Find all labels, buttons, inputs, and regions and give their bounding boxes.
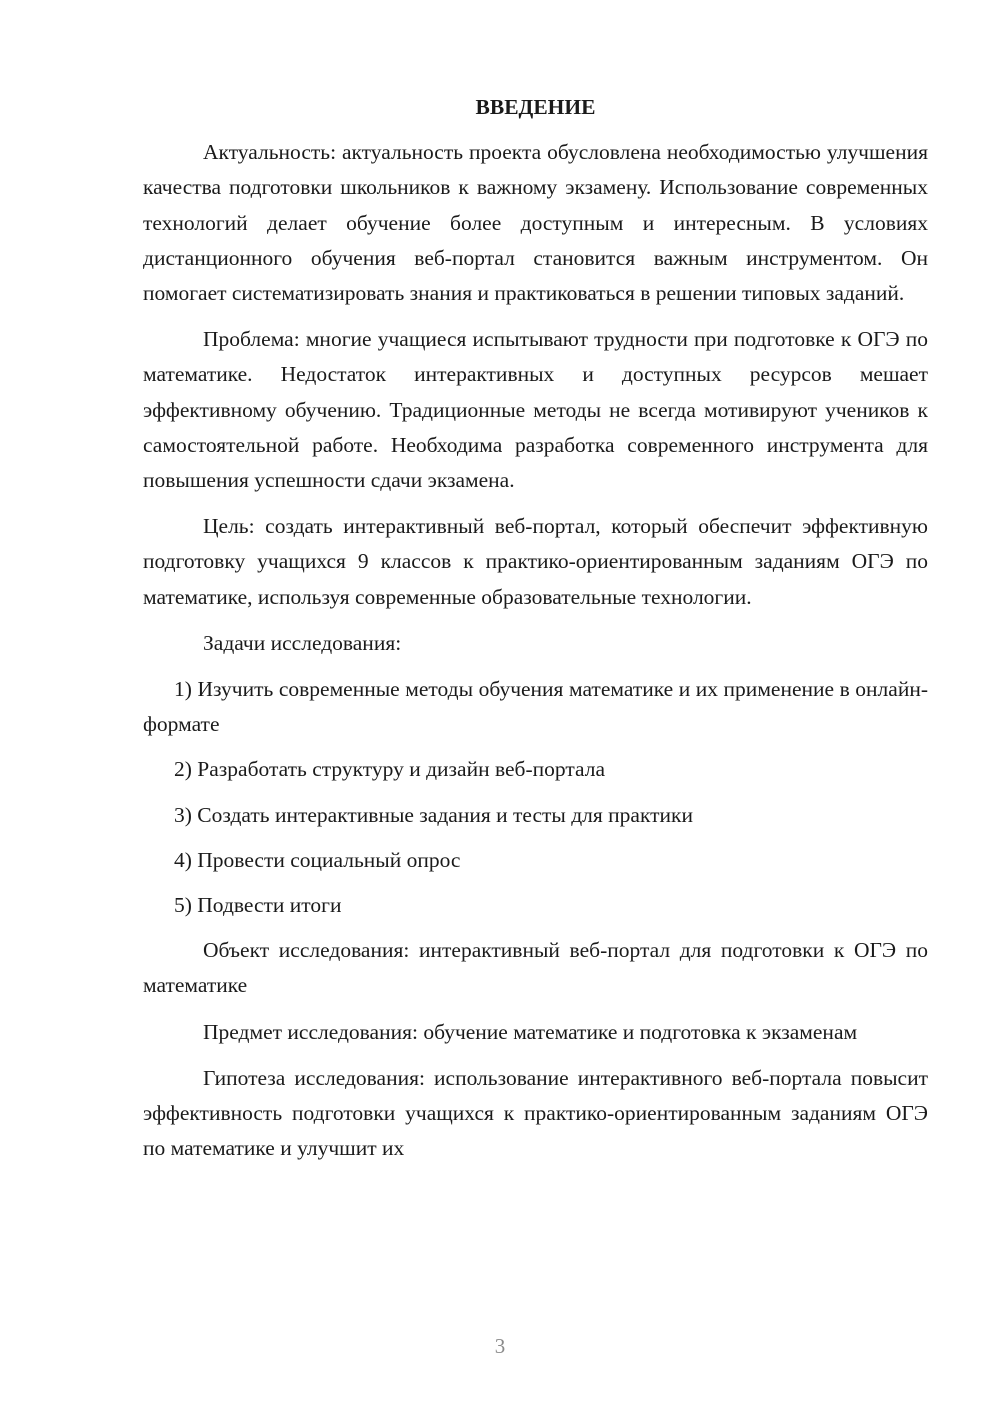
page-title: ВВЕДЕНИЕ xyxy=(475,95,596,119)
page-number: 3 xyxy=(494,1334,506,1358)
list-item: 3) Создать интерактивные задания и тесты для практики xyxy=(174,802,693,827)
hypothesis-paragraph: Гипотеза исследования: использование интерактивного веб-портала повысит эффективность подготовки учащихся к практико-ориентированным заданиям ОГЭ по математике и улучшит их xyxy=(143,1065,928,1161)
document-page xyxy=(143,90,928,1177)
relevance-paragraph: Актуальность: актуальность проекта обусловлена необходимостью улучшения качества подготовки школьников к важному экзамену. Использование современных технологий делает обучение более доступным и интересным. В условиях дистанционного обучения веб-портал становится важным инструментом. Он помогает систематизировать знания и практиковаться в решении типовых заданий. xyxy=(143,140,928,306)
object-paragraph: Объект исследования: интерактивный веб-портал для подготовки к ОГЭ по математике xyxy=(143,938,928,998)
list-item: 4) Провести социальный опрос xyxy=(174,847,461,872)
list-item: 5) Подвести итоги xyxy=(174,893,342,918)
list-item: 2) Разработать структуру и дизайн веб-портала xyxy=(174,757,606,782)
problem-paragraph: Проблема: многие учащиеся испытывают трудности при подготовке к ОГЭ по математике. Недостаток интерактивных и доступных ресурсов мешает эффективному обучению. Традиционные методы не всегда мотивируют учеников к самостоятельной работе. Необходима разработка современного инструмента для повышения успешности сдачи экзамена. xyxy=(143,327,928,493)
tasks-list xyxy=(143,672,928,923)
tasks-heading: Задачи исследования: xyxy=(203,630,402,655)
subject-paragraph: Предмет исследования: обучение математике и подготовка к экзаменам xyxy=(203,1019,858,1044)
list-item: 1) Изучить современные методы обучения математике и их применение в онлайн-формате xyxy=(143,677,928,737)
goal-paragraph: Цель: создать интерактивный веб-портал, который обеспечит эффективную подготовку учащихся 9 классов к практико-ориентированным заданиям ОГЭ по математике, используя современные образовательные технологии. xyxy=(143,514,928,609)
